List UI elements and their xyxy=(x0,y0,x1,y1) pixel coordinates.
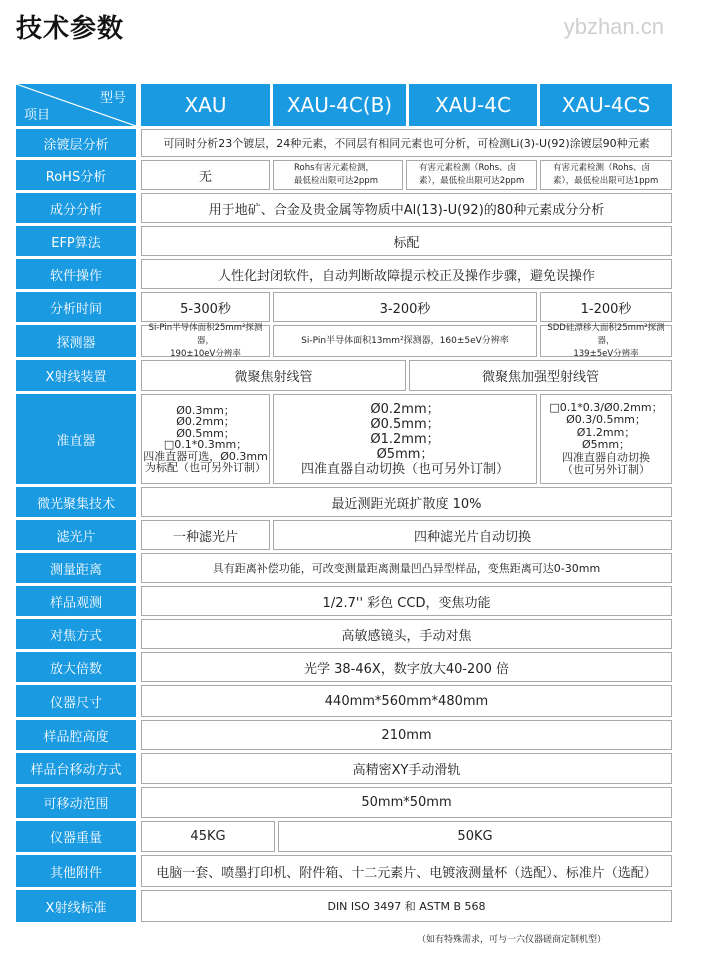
detector-xau-line2: 190±10eV分辨率 xyxy=(170,348,241,359)
row-value: DIN ISO 3497 和 ASTM B 568 xyxy=(141,890,672,922)
row-composition xyxy=(16,193,672,223)
collimator-xau xyxy=(141,394,270,484)
table-header xyxy=(16,84,672,126)
row-observe xyxy=(16,586,672,616)
row-chamber xyxy=(16,720,672,750)
row-value: 440mm*560mm*480mm xyxy=(141,685,672,717)
row-label: 涂镀层分析 xyxy=(16,129,136,157)
row-label: 滤光片 xyxy=(16,520,136,550)
collimator-item: Ø0.2mm； xyxy=(370,401,440,417)
collimator-item: □0.1*0.3mm； xyxy=(163,438,248,451)
row-micro-focus xyxy=(16,487,672,517)
row-value: 210mm xyxy=(141,720,672,750)
xray-tube-enhanced: 微聚焦加强型射线管 xyxy=(409,360,672,391)
row-label: X射线装置 xyxy=(16,360,136,391)
row-filter xyxy=(16,520,672,550)
detector-xau-line1: Si-Pin半导体面积25mm²探测器， xyxy=(148,322,263,346)
watermark: ybzhan.cn xyxy=(563,14,664,39)
row-size xyxy=(16,685,672,717)
rohs-4cb xyxy=(273,160,403,190)
rohs-4c-line2: 素），最低检出限可达2ppm xyxy=(419,176,525,186)
row-detector xyxy=(16,322,672,359)
detector-4cs xyxy=(540,322,672,359)
row-magnification xyxy=(16,652,672,682)
item-label: 项目 xyxy=(24,108,51,123)
row-label: 仪器尺寸 xyxy=(16,685,136,717)
time-4cs: 1-200秒 xyxy=(540,292,672,322)
row-software xyxy=(16,259,672,289)
row-weight xyxy=(16,821,672,852)
row-time xyxy=(16,292,672,322)
collimator-item: 四准直器自动切换（也可另外订制） xyxy=(300,461,509,477)
model-header-4: XAU-4CS xyxy=(540,84,672,126)
detector-xau xyxy=(141,322,270,359)
row-value: 标配 xyxy=(141,226,672,256)
row-label: 仪器重量 xyxy=(16,821,136,852)
row-label: 探测器 xyxy=(16,325,136,357)
rohs-4cb-line2: 最低检出限可达2ppm xyxy=(294,176,378,186)
rohs-4cs-line1: 有害元素检测（Rohs、卤 xyxy=(553,163,651,173)
time-4cb-4c: 3-200秒 xyxy=(273,292,537,322)
row-range xyxy=(16,787,672,818)
row-value: 光学 38-46X，数字放大40-200 倍 xyxy=(141,652,672,682)
rohs-4c xyxy=(406,160,537,190)
detector-4cs-line1: SDD硅漂移大面积25mm²探测器， xyxy=(547,322,665,346)
model-label: 型号 xyxy=(99,91,126,106)
collimator-4cs xyxy=(540,394,672,484)
collimator-item: Ø5mm； xyxy=(376,446,434,462)
row-value: 可同时分析23个镀层，24种元素，不同层有相同元素也可分析，可检测Li(3)-U(92)涂镀层90种元素 xyxy=(141,129,672,157)
rohs-4cs xyxy=(540,160,672,190)
row-label: 微光聚集技术 xyxy=(16,487,136,517)
page-title: 技术参数 xyxy=(16,14,125,44)
row-label: 可移动范围 xyxy=(16,787,136,818)
row-label: 分析时间 xyxy=(16,292,136,322)
model-header-1: XAU xyxy=(141,84,270,126)
row-collimator xyxy=(16,394,672,484)
row-label: 其他附件 xyxy=(16,855,136,887)
row-value: 具有距离补偿功能，可改变测量距离测量凹凸异型样品，变焦距离可达0-30mm xyxy=(141,553,672,583)
collimator-item: 四准直器自动切换 xyxy=(562,450,650,464)
row-value: 高敏感镜头，手动对焦 xyxy=(141,619,672,649)
row-value: 电脑一套、喷墨打印机、附件箱、十二元素片、电镀液测量杯（选配）、标准片（选配） xyxy=(141,855,672,887)
row-label: 软件操作 xyxy=(16,259,136,289)
row-label: X射线标准 xyxy=(16,890,136,922)
row-label: 样品腔高度 xyxy=(16,720,136,750)
collimator-item: Ø0.5mm； xyxy=(176,426,235,440)
collimator-item: Ø1.2mm； xyxy=(576,425,636,439)
filter-xau: 一种滤光片 xyxy=(141,520,270,550)
collimator-item: Ø0.3mm； xyxy=(176,403,235,417)
row-label: 对焦方式 xyxy=(16,619,136,649)
row-focus xyxy=(16,619,672,649)
row-value: 50mm*50mm xyxy=(141,787,672,818)
filter-others: 四种滤光片自动切换 xyxy=(273,520,672,550)
model-header-2: XAU-4C(B) xyxy=(273,84,406,126)
weight-others: 50KG xyxy=(278,821,672,852)
row-value: 1/2.7'' 彩色 CCD，变焦功能 xyxy=(141,586,672,616)
rohs-4c-line1: 有害元素检测（Rohs、卤 xyxy=(419,163,517,173)
collimator-item: （也可另外订制） xyxy=(562,463,650,476)
row-efp xyxy=(16,226,672,256)
weight-xau: 45KG xyxy=(141,821,275,852)
detector-4cb-4c: Si-Pin半导体面积13mm²探测器，160±5eV分辨率 xyxy=(273,325,537,357)
row-value: 用于地矿、合金及贵金属等物质中Al(13)-U(92)的80种元素成分分析 xyxy=(141,193,672,223)
footnote: （如有特殊需求，可与一六仪器磋商定制机型） xyxy=(416,935,606,945)
row-label: 成分分析 xyxy=(16,193,136,223)
collimator-item: 为标配（也可另外订制） xyxy=(145,461,266,474)
rohs-4cs-line2: 素），最低检出限可达1ppm xyxy=(553,176,659,186)
row-value: 最近测距光斑扩散度 10% xyxy=(141,487,672,517)
xray-tube-basic: 微聚焦射线管 xyxy=(141,360,406,391)
row-coating xyxy=(16,129,672,157)
model-header-3: XAU-4C xyxy=(409,84,537,126)
row-label: 样品观测 xyxy=(16,586,136,616)
row-value: 高精密XY手动滑轨 xyxy=(141,753,672,784)
detector-4cs-line2: 139±5eV分辨率 xyxy=(573,348,639,359)
row-xray xyxy=(16,360,672,391)
row-label: 样品台移动方式 xyxy=(16,753,136,784)
collimator-item: Ø1.2mm； xyxy=(370,431,440,447)
row-distance xyxy=(16,553,672,583)
row-label: 准直器 xyxy=(16,394,136,484)
collimator-item: Ø0.5mm； xyxy=(370,416,440,432)
rohs-4cb-line1: Rohs有害元素检测， xyxy=(294,163,375,173)
header-corner xyxy=(16,84,136,126)
row-label: EFP算法 xyxy=(16,226,136,256)
collimator-item: Ø5mm； xyxy=(581,438,631,451)
collimator-item: Ø0.3/0.5mm； xyxy=(566,413,646,426)
row-standard xyxy=(16,890,672,922)
row-value: 人性化封闭软件，自动判断故障提示校正及操作步骤，避免误操作 xyxy=(141,259,672,289)
rohs-xau: 无 xyxy=(141,160,270,190)
row-label: 测量距离 xyxy=(16,553,136,583)
collimator-item: Ø0.2mm； xyxy=(176,415,235,428)
collimator-item: 四准直器可选，Ø0.3mm xyxy=(143,449,268,463)
time-xau: 5-300秒 xyxy=(141,292,270,322)
row-accessories xyxy=(16,855,672,887)
row-label: RoHS分析 xyxy=(16,160,136,190)
row-stage xyxy=(16,753,672,784)
collimator-4cb-4c xyxy=(273,394,537,484)
row-rohs xyxy=(16,160,672,190)
collimator-item: □0.1*0.3/Ø0.2mm； xyxy=(549,400,663,414)
row-label: 放大倍数 xyxy=(16,652,136,682)
